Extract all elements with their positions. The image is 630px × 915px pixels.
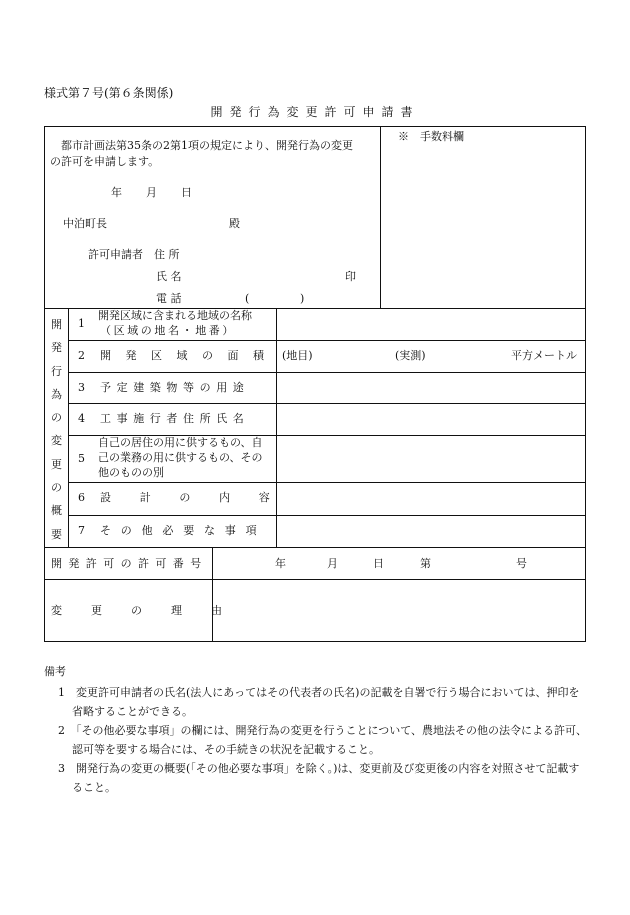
- row-4-no: 4: [78, 412, 85, 425]
- permit-go: 号: [516, 557, 527, 570]
- date-year: 年: [111, 186, 122, 199]
- overview-side-label: 開 発 行 為 の 変 更 の 概 要: [51, 318, 62, 541]
- area-jissoku: (実測): [395, 349, 426, 362]
- phone-label: 電 話: [156, 292, 182, 305]
- row-5-label-line1: 自己の居住の用に供するもの、自: [98, 436, 263, 449]
- row-2-no: 2: [78, 349, 85, 362]
- fee-label: ※ 手数料欄: [398, 130, 464, 143]
- remark-item: 3 開発行為の変更の概要(「その他必要な事項」を除く。)は、変更前及び変更後の内容を対照させて記載すること。: [58, 762, 580, 794]
- row-5-no: 5: [78, 452, 85, 465]
- row-4-label: 工事施行者住所氏名: [100, 412, 250, 425]
- row-1-label-line1: 開発区域に含まれる地域の名称: [98, 309, 252, 322]
- application-statement-line2: の許可を申請します。: [50, 155, 160, 168]
- form-number: 様式第７号(第６条関係): [44, 86, 174, 100]
- permit-year: 年: [275, 557, 286, 570]
- row-7-label: その他必要な事項: [100, 524, 267, 537]
- row-5-label-line3: 他のものの別: [98, 466, 164, 479]
- honorific: 殿: [229, 217, 240, 230]
- date-month: 月: [146, 186, 157, 199]
- row-1-label-line2: （区域の地名・地番）: [100, 324, 236, 337]
- document-title: 開発行為変更許可申請書: [210, 105, 420, 119]
- remarks-section: [44, 662, 590, 797]
- name-label: 氏 名: [156, 270, 182, 283]
- change-reason-label: 変更の理由: [51, 604, 251, 617]
- application-form: [44, 126, 586, 642]
- row-6-no: 6: [78, 491, 85, 504]
- permit-dai: 第: [420, 557, 431, 570]
- address-label: 住 所: [154, 248, 180, 261]
- row-1-no: 1: [78, 317, 85, 330]
- row-2-label: 開発区域の面積: [100, 349, 279, 362]
- row-3-no: 3: [78, 381, 85, 394]
- permit-number-label: 開発許可の許可番号: [51, 557, 208, 570]
- phone-paren-close: ): [300, 292, 305, 305]
- row-7-no: 7: [78, 524, 85, 537]
- row-6-label: 設計の内容: [100, 491, 299, 504]
- date-day: 日: [181, 186, 192, 199]
- remark-item: 1 変更許可申請者の氏名(法人にあってはその代表者の氏名)の記載を自署で行う場合においては、押印を省略することができる。: [58, 686, 580, 718]
- application-statement-line1: 都市計画法第35条の2第1項の規定により、開発行為の変更: [61, 139, 353, 152]
- row-5-label-line2: 己の業務の用に供するもの、その: [98, 451, 263, 464]
- permit-day: 日: [373, 557, 384, 570]
- applicant-label: 許可申請者: [88, 248, 143, 261]
- area-chimoku: (地目): [282, 349, 313, 362]
- remark-item: 2 「その他必要な事項」の欄には、開発行為の変更を行うことについて、農地法その他の法令による許可、認可等を要する場合には、その手続きの状況を記載すること。: [58, 724, 588, 756]
- phone-paren-open: (: [245, 292, 250, 305]
- remarks-title: 備考: [44, 665, 66, 678]
- row-3-label: 予定建築物等の用途: [100, 381, 250, 394]
- area-unit: 平方メートル: [511, 349, 577, 362]
- seal-mark: 印: [345, 270, 356, 283]
- permit-month: 月: [327, 557, 338, 570]
- recipient: 中泊町長: [63, 217, 107, 230]
